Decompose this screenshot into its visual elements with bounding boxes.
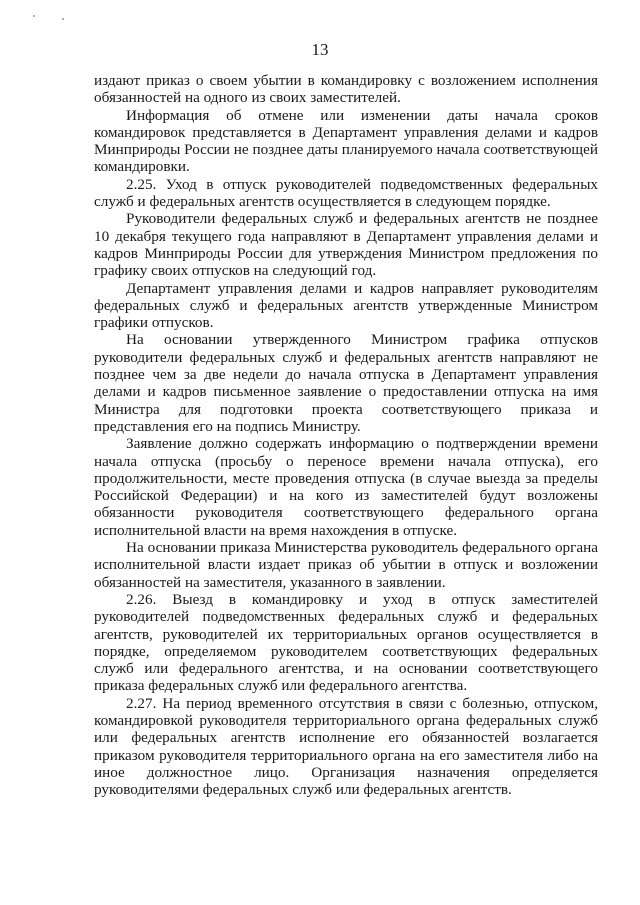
paragraph-info-change: Информация об отмене или изменении даты начала сроков командировок представляется в Департамент управления делами и кадров Минприроды России не позднее даты планируемого начала соответствующей командировки. bbox=[94, 106, 598, 176]
paragraph-2-27: 2.27. На период временного отсутствия в связи с болезнью, отпуском, командировкой руководителя территориального органа федеральных служб или федеральных агентств исполнение его обязанностей возлагается приказом руководителя территориального органа на его заместителя либо на иное должностное лицо. Организация назначения определяется руководителями федеральных служб или федеральных агентств. bbox=[94, 694, 598, 799]
paragraph-2-26: 2.26. Выезд в командировку и уход в отпуск заместителей руководителей подведомственных федеральных служб и федеральных агентств, руководителей их территориальных органов осуществляется в порядке, определяемом руководителем соответствующих федеральных служб или федерального агентства, и на основании соответствующего приказа федеральных служб или федерального агентства. bbox=[94, 590, 598, 695]
paragraph-2-25: 2.25. Уход в отпуск руководителей подведомственных федеральных служб и федеральных агентств осуществляется в следующем порядке. bbox=[94, 175, 598, 211]
paragraph-continuation: издают приказ о своем убытии в командировку с возложением исполнения обязанностей на одного из своих заместителей. bbox=[94, 72, 598, 107]
paragraph-vacation-schedules: Департамент управления делами и кадров направляет руководителям федеральных служб и федеральных агентств утвержденные Министром графики отпусков. bbox=[94, 279, 598, 332]
scan-speck bbox=[33, 15, 35, 17]
paragraph-vacation-proposals: Руководители федеральных служб и федеральных агентств не позднее 10 декабря текущего года направляют в Департамент управления делами и кадров Минприроды России для утверждения Министром предложения по графику своих отпусков на следующий год. bbox=[94, 210, 598, 280]
document-body bbox=[94, 72, 598, 798]
paragraph-application-content: Заявление должно содержать информацию о подтверждении времени начала отпуска (просьбу о переносе времени начала отпуска), его продолжительности, месте проведения отпуска (в случае выезда за пределы Российской Федерации) и на кого из заместителей будут возложены обязанности руководителя соответствующего федерального органа исполнительной власти на время нахождения в отпуске. bbox=[94, 435, 598, 539]
paragraph-vacation-application: На основании утвержденного Министром графика отпусков руководители федеральных служб и федеральных агентств направляют не позднее чем за две недели до начала отпуска в Департамент управления делами и кадров письменное заявление о предоставлении отпуска на имя Министра для подготовки проекта соответствующего приказа и представления его на подпись Министру. bbox=[94, 331, 598, 435]
paragraph-ministry-order: На основании приказа Министерства руководитель федерального органа исполнительной власти издает приказ об убытии в отпуск и возложении обязанностей на заместителя, указанного в заявлении. bbox=[94, 539, 598, 591]
page-number: 13 bbox=[311, 40, 329, 59]
scan-speck bbox=[62, 18, 64, 20]
